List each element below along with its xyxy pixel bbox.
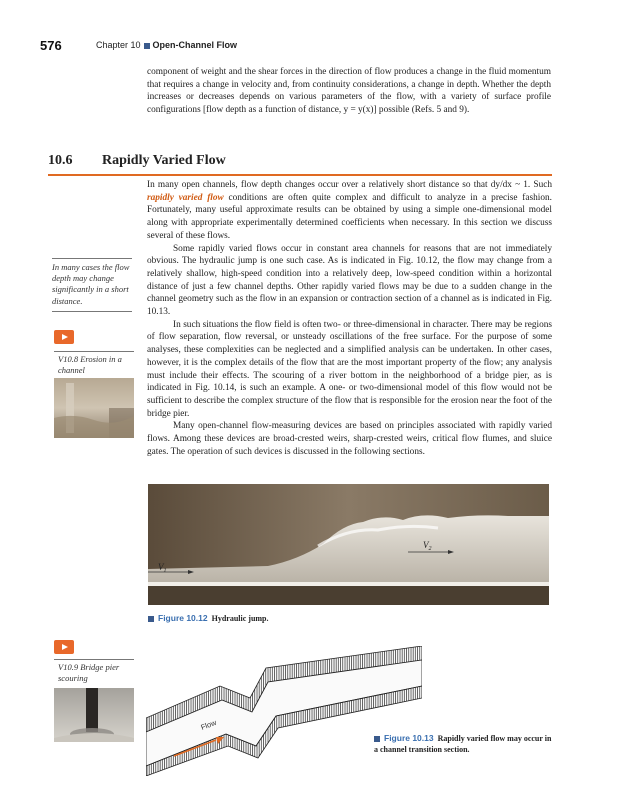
section-title: Rapidly Varied Flow xyxy=(102,153,226,168)
video-1-thumbnail[interactable] xyxy=(54,378,134,438)
intro-paragraph xyxy=(147,66,551,117)
video-1-rule xyxy=(54,351,134,352)
figure-label: Figure 10.12 xyxy=(158,613,208,623)
figure-10-13-drawing xyxy=(146,646,422,776)
chapter-label: Chapter 10 xyxy=(96,40,141,50)
video-play-button-1[interactable] xyxy=(54,330,74,344)
key-term: rapidly varied flow xyxy=(147,192,224,203)
figure-10-12-caption xyxy=(148,613,269,623)
margin-rule-top xyxy=(52,258,132,259)
page-number: 576 xyxy=(40,38,62,53)
margin-rule-bottom xyxy=(52,311,132,312)
paragraph-1 xyxy=(147,179,552,243)
v1-label: $V_1$ xyxy=(158,562,167,574)
paragraph-1-a: In many open channels, flow depth changes occur over a relatively short distance so that dy/dx ~ 1. Such xyxy=(147,180,552,190)
figure-10-12-photo xyxy=(148,484,549,605)
caption-bullet-icon xyxy=(374,736,380,742)
v2-label: $V_2$ xyxy=(423,540,432,552)
video-play-button-2[interactable] xyxy=(54,640,74,654)
caption-bullet-icon xyxy=(148,616,154,622)
section-heading xyxy=(48,153,552,176)
running-header xyxy=(96,40,237,50)
figure-10-13-caption xyxy=(374,733,554,755)
paragraph-1-b: conditions are often quite complex and difficult to analyze in a precise fashion. Fortunately, many useful approximate results can be obtained by using a simple one-dimensional model along with appropriate experimentally determined coefficients when necessary. In this section we discuss several of these flows. xyxy=(147,192,552,241)
main-text xyxy=(147,179,552,458)
margin-note: In many cases the flow depth may change significantly in a short distance. xyxy=(52,262,130,306)
intro-text: component of weight and the shear forces in the direction of flow produces a change in the fluid momentum that requires a change in velocity and, from continuity considerations, a change in depth. Whether the depth increases or decreases depends on various parameters of the flow, with a variety of surface profile configurations [flow depth as a function of distance, y = y(x)] possible (Refs. 5 and 9). xyxy=(147,67,551,116)
flow-label: Flow xyxy=(199,718,218,732)
video-2-rule xyxy=(54,659,134,660)
section-number: 10.6 xyxy=(48,153,73,168)
figure-label: Figure 10.13 xyxy=(384,733,434,743)
video-2-label: V10.9 Bridge pier scouring xyxy=(58,662,120,683)
figure-caption-text: Rapidly varied flow may occur in a channel transition section. xyxy=(374,734,552,754)
header-bullet-icon xyxy=(144,43,150,49)
paragraph-3: In such situations the flow field is often two- or three-dimensional in character. There may be regions of flow separation, flow reversal, or unsteady oscillations of the free surface. For the purpose of some analyses, these complexities can be neglected and a simplified analysis can be undertaken. In other cases, however, it is the complex details of the flow that are the most important property of the flow; any analysis must include their effects. The scouring of a river bottom in the neighborhood of a bridge pier, as is indicated in Fig. 10.14, is such an example. A one- or two-dimensional model of this flow would not be sufficient to describe the complex structure of the flow that is responsible for the erosion near the foot of the bridge pier. xyxy=(147,319,552,419)
paragraph-2: Some rapidly varied flows occur in constant area channels for reasons that are not immediately obvious. The hydraulic jump is one such case. As is indicated in Fig. 10.12, the flow may change from a relatively shallow, high-speed condition into a relatively deep, low-speed condition within a horizontal distance of just a few channel depths. Other rapidly varied flows may be due to a sudden change in the channel geometry such as the flow in an expansion or contraction section of a channel as is indicated in Fig. 10.13. xyxy=(147,243,552,318)
paragraph-4: Many open-channel flow-measuring devices are based on principles associated with rapidly varied flows. Among these devices are broad-crested weirs, sharp-crested weirs, critical flow flumes, and sluice gates. The operation of such devices is discussed in the following sections. xyxy=(147,421,552,457)
video-2-thumbnail[interactable] xyxy=(54,688,134,742)
chapter-title: Open-Channel Flow xyxy=(152,40,238,50)
video-1-label: V10.8 Erosion in a channel xyxy=(58,354,122,375)
figure-caption-text: Hydraulic jump. xyxy=(211,614,269,623)
